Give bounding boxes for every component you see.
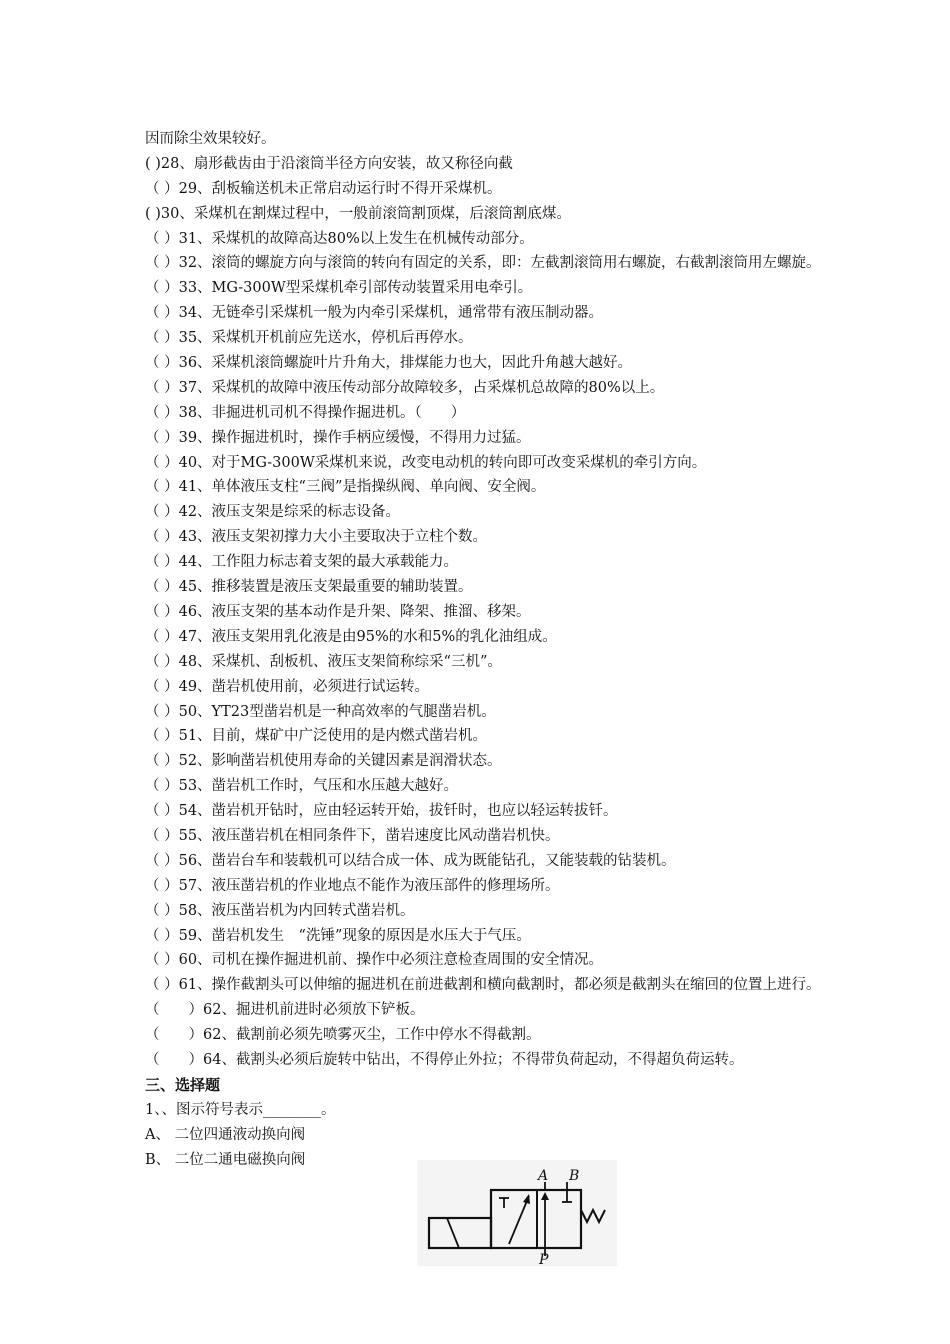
question-line: （ ）62、掘进机前进时必须放下铲板。 xyxy=(145,1002,425,1019)
option-a: A、 二位四通液动换向阀 xyxy=(145,1126,306,1143)
port-label-b: B xyxy=(569,1168,580,1184)
question-line: （ ）46、液压支架的基本动作是升架、降架、推溜、移架。 xyxy=(145,603,531,620)
question-line: （ ）42、液压支架是综采的标志设备。 xyxy=(145,504,401,521)
question-line: ( )30、采煤机在割煤过程中，一般前滚筒割顶煤，后滚筒割底煤。 xyxy=(145,205,571,222)
question-line: （ ）61、操作截割头可以伸缩的掘进机在前进截割和横向截割时，都必须是截割头在缩回的位置上进行。 xyxy=(145,977,821,994)
question-line: （ ）53、凿岩机工作时，气压和水压越大越好。 xyxy=(145,778,459,795)
question-line: （ ）48、采煤机、刮板机、液压支架简称综采“三机”。 xyxy=(145,653,502,670)
question-line: （ ）54、凿岩机开钻时，应由轻运转开始，拔钎时，也应以轻运转拔钎。 xyxy=(145,803,618,820)
question-line: （ ）49、凿岩机使用前，必须进行试运转。 xyxy=(145,678,430,695)
question-line: （ ）59、凿岩机发生 “洗锤”现象的原因是水压大于气压。 xyxy=(145,927,531,944)
judgement-question-list xyxy=(145,127,835,1073)
question-line: ( )28、扇形截齿由于沿滚筒半径方向安装，故又称径向截 xyxy=(145,155,513,172)
question-line: （ ）29、刮板输送机未正常启动运行时不得开采煤机。 xyxy=(145,180,502,197)
question-line: （ ）45、推移装置是液压支架最重要的辅助装置。 xyxy=(145,579,473,596)
question-line: （ ）58、液压凿岩机为内回转式凿岩机。 xyxy=(145,902,415,919)
question-line: （ ）32、滚筒的螺旋方向与滚筒的转向有固定的关系，即：左截割滚筒用右螺旋，右截割滚筒用左螺旋。 xyxy=(145,255,821,272)
port-label-p: P xyxy=(539,1252,549,1266)
question-line: （ ）31、采煤机的故障高达80%以上发生在机械传动部分。 xyxy=(145,230,534,247)
option-b: B、 二位二通电磁换向阀 xyxy=(145,1151,306,1168)
question-line: （ ）56、凿岩台车和装载机可以结合成一体、成为既能钻孔，又能装载的钻装机。 xyxy=(145,852,676,869)
question-line: （ ）47、液压支架用乳化液是由95%的水和5%的乳化油组成。 xyxy=(145,628,557,645)
port-label-a: A xyxy=(538,1168,549,1184)
question-line: （ ）38、非掘进机司机不得操作掘进机。（ ） xyxy=(145,404,466,421)
question-line: （ ）39、操作掘进机时，操作手柄应缓慢，不得用力过猛。 xyxy=(145,429,531,446)
question-line: （ ）57、液压凿岩机的作业地点不能作为液压部件的修理场所。 xyxy=(145,877,560,894)
question-line: （ ）64、截割头必须后旋转中钻出，不得停止外拉；不得带负荷起动，不得超负荷运转。 xyxy=(145,1051,744,1068)
question-line: （ ）62、截割前必须先喷雾灭尘，工作中停水不得截割。 xyxy=(145,1027,541,1044)
section-title: 三、选择题 xyxy=(145,1075,221,1094)
question-line: （ ）60、司机在操作掘进机前、操作中必须注意检查周围的安全情况。 xyxy=(145,952,604,969)
question-line: （ ）35、采煤机开机前应先送水，停机后再停水。 xyxy=(145,330,473,347)
question-line: （ ）41、单体液压支柱“三阀”是指操纵阀、单向阀、安全阀。 xyxy=(145,479,546,496)
question-line: （ ）34、无链牵引采煤机一般为内牵引采煤机，通常带有液压制动器。 xyxy=(145,305,604,322)
question-stem: 1、、图示符号表示________。 xyxy=(145,1101,336,1118)
figure-background xyxy=(417,1160,617,1266)
question-line: （ ）37、采煤机的故障中液压传动部分故障较多，占采煤机总故障的80%以上。 xyxy=(145,379,665,396)
question-line: 因而除尘效果较好。 xyxy=(145,131,276,147)
question-line: （ ）55、液压凿岩机在相同条件下，凿岩速度比风动凿岩机快。 xyxy=(145,827,560,844)
spring-label: W xyxy=(591,1224,592,1225)
question-line: （ ）40、对于MG-300W采煤机来说，改变电动机的转向即可改变采煤机的牵引方向。 xyxy=(145,454,707,471)
document-page xyxy=(145,127,835,1172)
question-line: （ ）44、工作阻力标志着支架的最大承载能力。 xyxy=(145,554,459,571)
valve-symbol-figure xyxy=(417,1160,617,1266)
question-line: （ ）36、采煤机滚筒螺旋叶片升角大，排煤能力也大，因此升角越大越好。 xyxy=(145,355,633,372)
question-line: （ ）50、YT23型凿岩机是一种高效率的气腿凿岩机。 xyxy=(145,703,496,720)
question-line: （ ）51、目前，煤矿中广泛使用的是内燃式凿岩机。 xyxy=(145,728,488,745)
question-line: （ ）33、MG-300W型采煤机牵引部传动装置采用电牵引。 xyxy=(145,280,533,297)
question-line: （ ）43、液压支架初撑力大小主要取决于立柱个数。 xyxy=(145,529,488,546)
question-line: （ ）52、影响凿岩机使用寿命的关键因素是润滑状态。 xyxy=(145,753,502,770)
